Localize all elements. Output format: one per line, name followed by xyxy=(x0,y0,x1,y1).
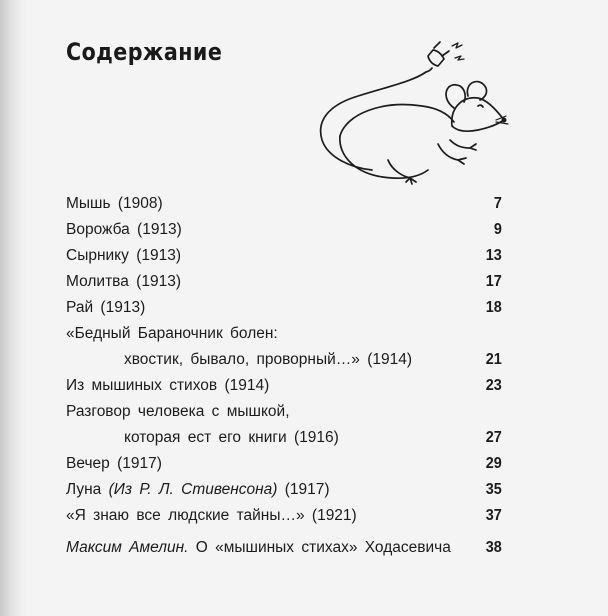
toc-entry[interactable] xyxy=(66,247,502,271)
toc-entry-title: Рай (1913) xyxy=(66,299,146,316)
toc-entry[interactable] xyxy=(66,539,502,563)
toc-page-number: 23 xyxy=(485,377,502,394)
toc-page-number: 29 xyxy=(485,455,502,472)
toc-page-number: 13 xyxy=(485,247,502,264)
toc-page-number: 21 xyxy=(485,351,502,368)
toc-entry[interactable] xyxy=(66,195,502,219)
toc-entry[interactable] xyxy=(66,377,502,401)
toc-entry-title: Вечер (1917) xyxy=(66,455,162,472)
toc-entry-continuation[interactable] xyxy=(66,351,502,375)
toc-page-number: 27 xyxy=(485,429,502,446)
toc-entry[interactable] xyxy=(66,507,502,531)
toc-page-number: 35 xyxy=(485,481,502,498)
toc-entry-title: Из мышиных стихов (1914) xyxy=(66,377,270,394)
toc-page-number: 7 xyxy=(493,195,502,212)
toc-entry-title-line2: хвостик, бывало, проворный…» (1914) xyxy=(124,351,413,368)
toc-entry-title: Ворожба (1913) xyxy=(66,221,182,238)
toc-entry-title: Сырнику (1913) xyxy=(66,247,182,264)
toc-entry-title-line2: которая ест его книги (1916) xyxy=(124,429,339,446)
toc-page-number: 18 xyxy=(485,299,502,316)
toc-entry-title: Молитва (1913) xyxy=(66,273,181,290)
toc-entry[interactable] xyxy=(66,325,502,349)
toc-entry-title: Луна (Из Р. Л. Стивенсона) (1917) xyxy=(66,481,330,498)
toc-entry[interactable] xyxy=(66,299,502,323)
toc-entry-title-line1: Разговор человека с мышкой, xyxy=(66,403,290,420)
toc-entry-title: Мышь (1908) xyxy=(66,195,163,212)
toc-page-number: 9 xyxy=(493,221,502,238)
toc-entry[interactable] xyxy=(66,403,502,427)
toc-page-number: 17 xyxy=(485,273,502,290)
toc-entry[interactable] xyxy=(66,455,502,479)
toc-entry[interactable] xyxy=(66,273,502,297)
toc-page-number: 37 xyxy=(485,507,502,524)
toc-entry-title: «Я знаю все людские тайны…» (1921) xyxy=(66,507,357,524)
toc-entry-author: Максим Амелин. xyxy=(66,539,189,556)
toc-entry[interactable] xyxy=(66,481,502,505)
toc-entry-note: (Из Р. Л. Стивенсона) xyxy=(108,481,278,498)
toc-entry-continuation[interactable] xyxy=(66,429,502,453)
toc-page-number: 38 xyxy=(485,539,502,556)
toc-entry-title: Максим Амелин. О «мышиных стихах» Ходасевича xyxy=(66,539,451,556)
toc-entry-title-line1: «Бедный Бараночник болен: xyxy=(66,325,278,342)
page-title: Содержание xyxy=(66,38,223,66)
toc-entry[interactable] xyxy=(66,221,502,245)
